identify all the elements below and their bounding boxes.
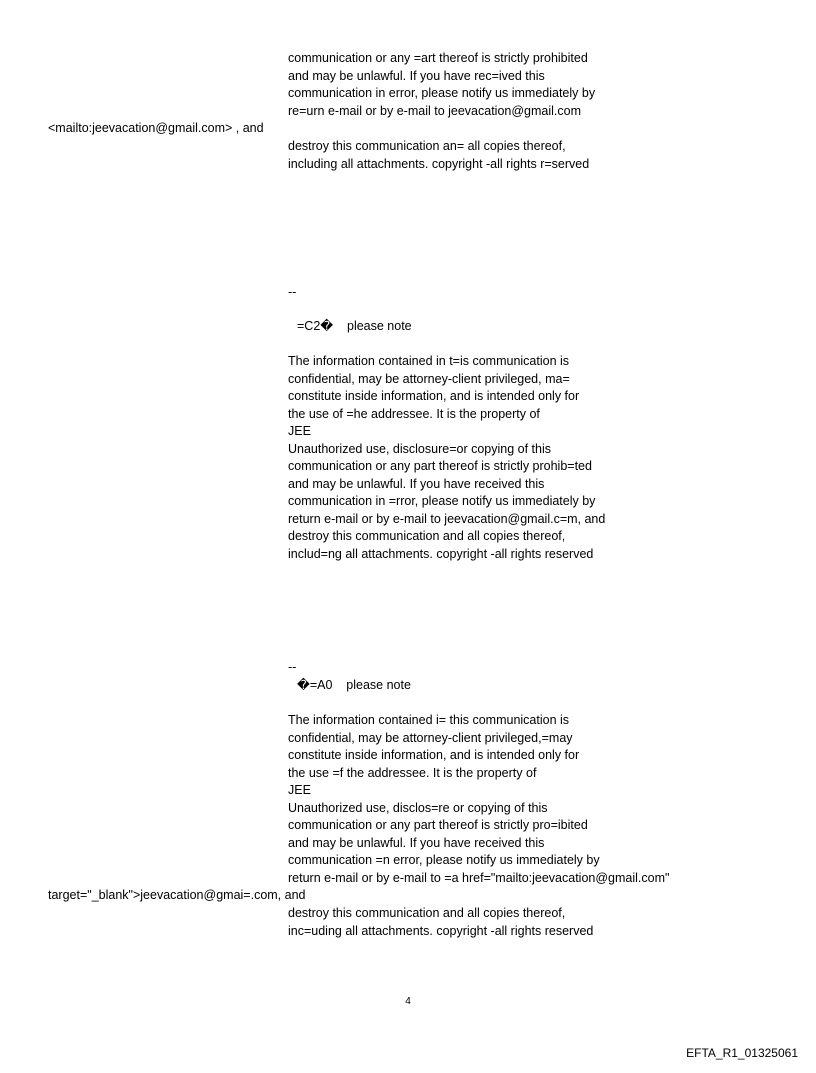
body-line: re=urn e-mail or by e-mail to jeevacation@gmail.com xyxy=(288,103,582,118)
body-line: return e-mail or by e-mail to jeevacation@gmail.c=m, and xyxy=(288,511,606,526)
body-line: communication or any part thereof is strictly prohib=ted xyxy=(288,459,592,473)
body-line: constitute inside information, and is intended only for xyxy=(288,748,580,762)
body-line: Unauthorized use, disclosure=or copying of this xyxy=(288,441,551,456)
body-line: confidential, may be attorney-client privileged, ma= xyxy=(288,371,570,386)
page-number: 4 xyxy=(405,996,411,1007)
body-line: destroy this communication an= all copies thereof, xyxy=(288,139,566,153)
mailto-line: <mailto:jeevacation@gmail.com> , and xyxy=(48,121,264,135)
body-line: the use =f the addressee. It is the property of xyxy=(288,765,537,780)
body-line: Unauthorized use, disclos=re or copying of this xyxy=(288,800,548,815)
note-line: �=A0 please note xyxy=(297,678,411,692)
body-line: confidential, may be attorney-client privileged,=may xyxy=(288,730,573,745)
body-line: constitute inside information, and is intended only for xyxy=(288,389,580,403)
body-line: communication or any part thereof is strictly pro=ibited xyxy=(288,818,588,832)
body-line: includ=ng all attachments. copyright -all rights reserved xyxy=(288,546,594,561)
body-line: destroy this communication and all copies thereof, xyxy=(288,529,566,543)
body-line: and may be unlawful. If you have received this xyxy=(288,835,545,850)
body-line: and may be unlawful. If you have received this xyxy=(288,476,545,491)
body-line: destroy this communication and all copies thereof, xyxy=(288,906,566,920)
note-line: =C2� please note xyxy=(297,319,412,333)
body-line: communication in =rror, please notify us immediately by xyxy=(288,494,596,508)
body-line: The information contained in t=is communication is xyxy=(288,354,570,368)
body-line: including all attachments. copyright -all rights r=served xyxy=(288,156,590,171)
body-line: communication or any =art thereof is strictly prohibited xyxy=(288,51,588,65)
href-line: target="_blank">jeevacation@gmai=.com, and xyxy=(48,888,306,902)
separator: -- xyxy=(288,660,297,674)
body-line: and may be unlawful. If you have rec=ived this xyxy=(288,68,545,83)
body-line: the use of =he addressee. It is the property of xyxy=(288,406,540,421)
body-line: inc=uding all attachments. copyright -all rights reserved xyxy=(288,923,594,938)
body-line: return e-mail or by e-mail to =a href="mailto:jeevacation@gmail.com" xyxy=(288,870,670,885)
body-line: communication =n error, please notify us immediately by xyxy=(288,853,600,867)
body-line: JEE xyxy=(288,424,311,438)
body-line: JEE xyxy=(288,783,311,797)
separator: -- xyxy=(288,285,297,299)
body-line: The information contained i= this communication is xyxy=(288,713,570,727)
document-id: EFTA_R1_01325061 xyxy=(686,1046,798,1060)
body-line: communication in error, please notify us immediately by xyxy=(288,86,596,100)
